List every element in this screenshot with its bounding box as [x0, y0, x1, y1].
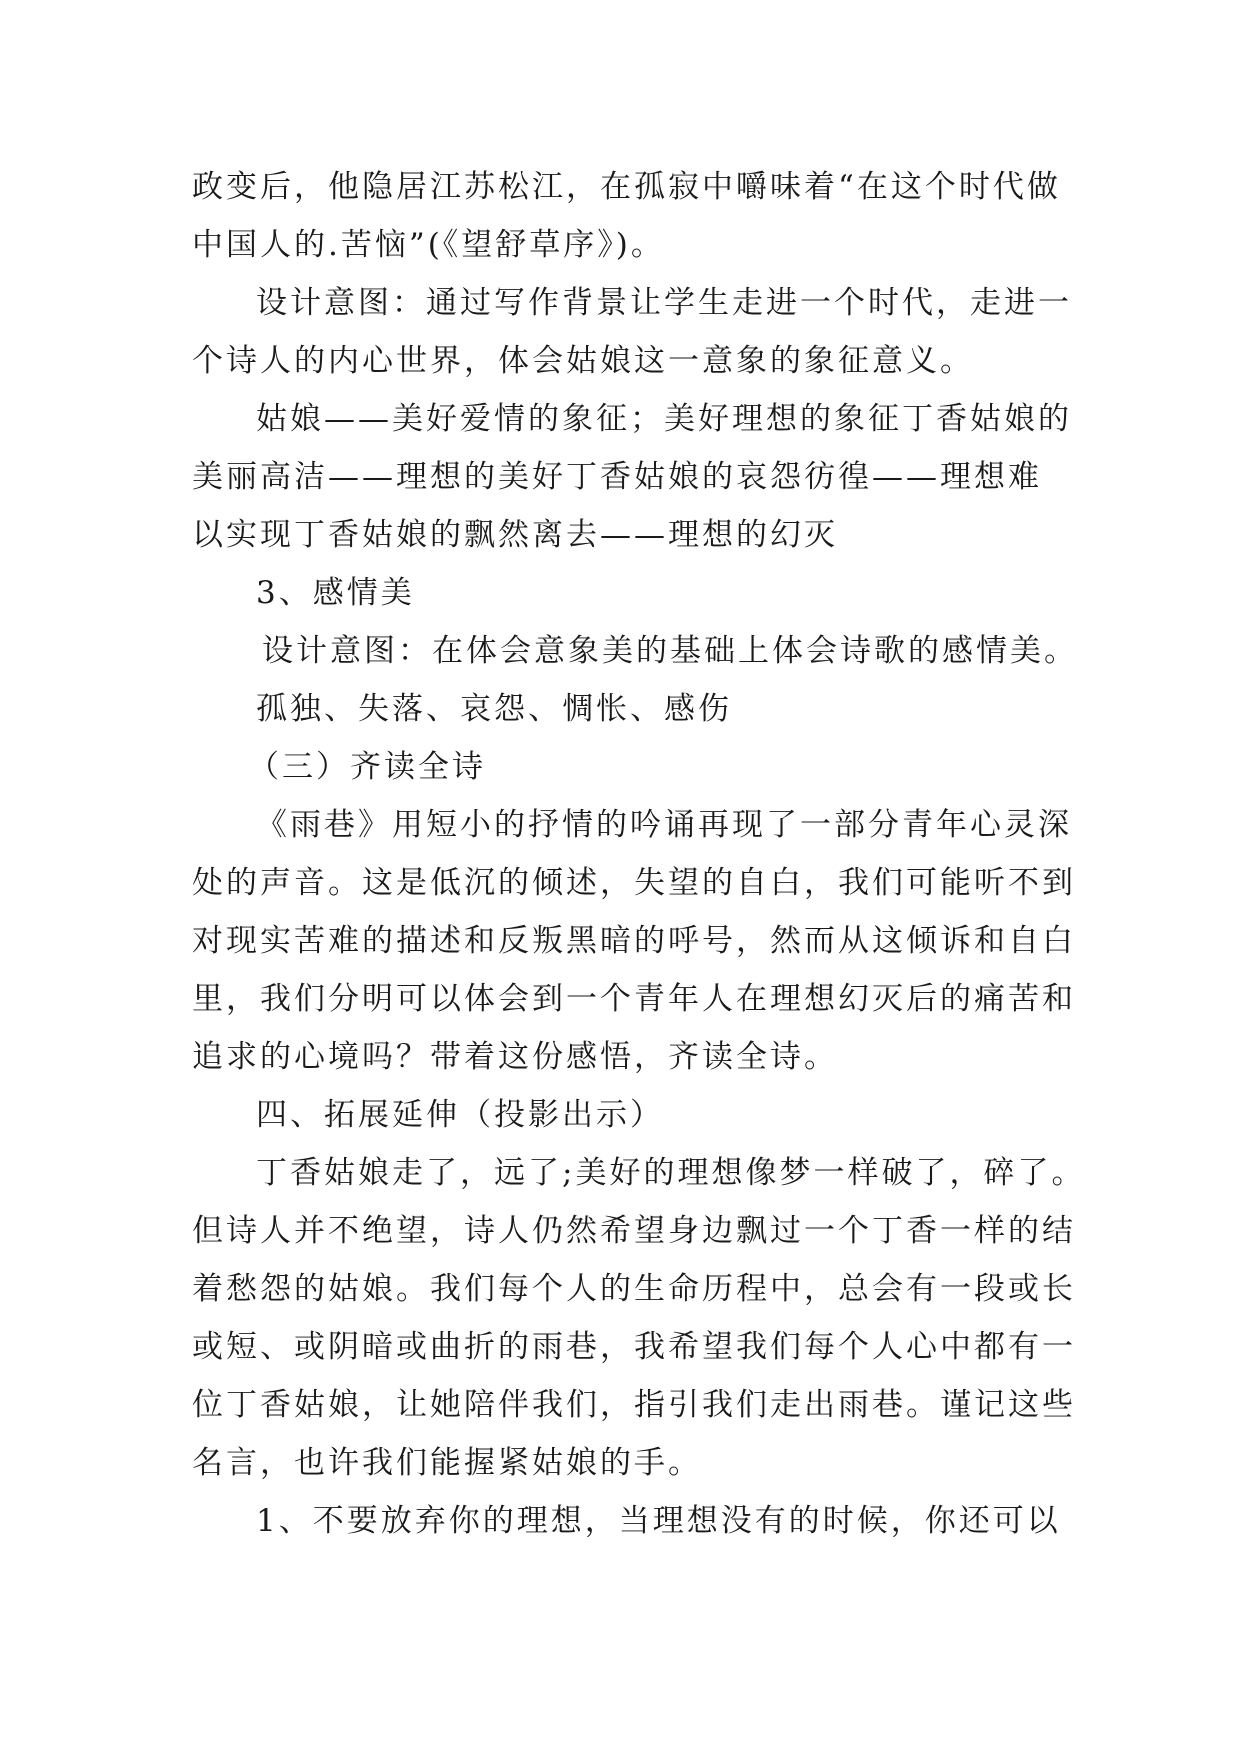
text-line: 1、不要放弃你的理想，当理想没有的时候，你还可以 — [256, 1503, 1061, 1539]
text-line: 或短、或阴暗或曲折的雨巷，我希望我们每个人心中都有一 — [192, 1329, 1076, 1365]
text-line: 个诗人的内心世界，体会姑娘这一意象的象征意义。 — [192, 343, 974, 379]
text-line: 中国人的.苦恼”(《望舒草序》)。 — [192, 227, 665, 263]
text-line: 设计意图：通过写作背景让学生走进一个时代，走进一 — [256, 285, 1072, 321]
text-line: 处的声音。这是低沉的倾述，失望的自白，我们可能听不到 — [192, 865, 1076, 901]
text-line: 位丁香姑娘，让她陪伴我们，指引我们走出雨巷。谨记这些 — [192, 1387, 1076, 1423]
text-line: 名言，也许我们能握紧姑娘的手。 — [192, 1445, 702, 1481]
section-heading: 四、拓展延伸（投影出示） — [256, 1097, 664, 1133]
text-line: 追求的心境吗？带着这份感悟，齐读全诗。 — [192, 1039, 838, 1075]
text-line: 但诗人并不绝望，诗人仍然希望身边飘过一个丁香一样的结 — [192, 1213, 1076, 1249]
text-line: 《雨巷》用短小的抒情的吟诵再现了一部分青年心灵深 — [256, 807, 1072, 843]
text-line: 对现实苦难的描述和反叛黑暗的呼号，然而从这倾诉和自白 — [192, 923, 1076, 959]
text-line: 着愁怨的姑娘。我们每个人的生命历程中，总会有一段或长 — [192, 1271, 1076, 1307]
text-line: 以实现丁香姑娘的飘然离去——理想的幻灭 — [192, 517, 838, 553]
section-heading: 3、感情美 — [256, 575, 415, 611]
text-line: 设计意图：在体会意象美的基础上体会诗歌的感情美。 — [262, 633, 1078, 669]
section-heading: （三）齐读全诗 — [248, 749, 486, 785]
text-line: 孤独、失落、哀怨、惆怅、感伤 — [256, 691, 732, 727]
text-line: 丁香姑娘走了，远了;美好的理想像梦一样破了，碎了。 — [256, 1155, 1086, 1191]
text-line: 政变后，他隐居江苏松江，在孤寂中嚼味着“在这个时代做 — [192, 169, 1061, 205]
text-line: 里，我们分明可以体会到一个青年人在理想幻灭后的痛苦和 — [192, 981, 1076, 1017]
text-line: 姑娘——美好爱情的象征；美好理想的象征丁香姑娘的 — [256, 401, 1072, 437]
text-line: 美丽高洁——理想的美好丁香姑娘的哀怨彷徨——理想难 — [192, 459, 1042, 495]
